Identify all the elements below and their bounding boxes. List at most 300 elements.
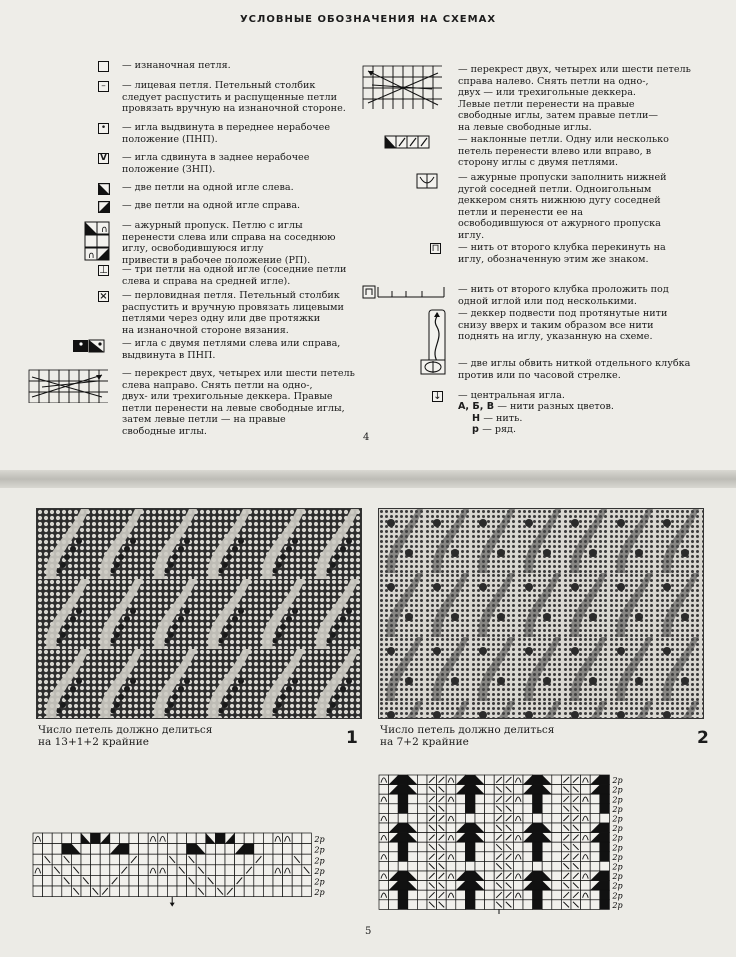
chart-cell [302,886,312,897]
chart-cell [81,844,91,855]
legend-text: — игла с двумя петлями слева или справа, выдвинута в ПНП. [122,338,341,361]
legend-text: — две петли на одной игле справа. [122,200,301,211]
chart-cell [446,842,456,852]
row-label: 2р [612,891,623,901]
chart-cell [148,854,158,865]
chart-cell [475,842,485,852]
chart-cell [590,842,600,852]
chart-cell [129,886,139,897]
chart-cell [456,804,466,814]
chart-cell-filled [398,775,408,785]
chart-cell [485,775,495,785]
chart-cell-filled [465,804,475,814]
chart-cell [533,813,543,823]
chart-cell [283,875,293,886]
chart-cell-filled [398,852,408,862]
half-black-left-icon [98,183,110,199]
chart-cell [513,804,523,814]
chart-cell [235,886,245,897]
chart-cell [542,852,552,862]
caption-line: Число петель должно делиться [38,724,213,736]
chart-cell [513,823,523,833]
fill-gap-icon [416,173,438,193]
chart-cell [225,875,235,886]
chart-cell [417,852,427,862]
chart-cell [379,871,389,881]
chart-cell [302,854,312,865]
chart-cell [379,842,389,852]
row-label: 2р [314,835,325,845]
chart-cell [148,886,158,897]
chart-cell [158,865,168,876]
chart-cell [513,785,523,795]
chart-cell [542,813,552,823]
chart-cell [43,886,53,897]
knit-photo-1 [36,508,362,719]
row-label: 2р [612,843,623,853]
chart-cell [475,813,485,823]
abbreviation-row [458,424,614,436]
chart-cell-filled [398,900,408,910]
chart-cell [456,813,466,823]
slanted-stitches-icon [384,135,432,153]
chart-cell [71,854,81,865]
chart-cell [417,881,427,891]
row-label: 2р [314,856,325,866]
chart-cell [273,875,283,886]
legend-text: — игла сдвинута в заднее нерабочее положение (ЗНП). [122,152,310,175]
chart-cell [167,865,177,876]
chart-cell [33,854,43,865]
chart-cell [485,813,495,823]
abbreviation-key: Н [472,412,484,424]
chart-cell [177,854,187,865]
chart-cell [52,875,62,886]
row-label: 2р [314,866,325,876]
abbreviation-text: — нити разных цветов. [497,401,614,412]
legend-text: — перекрест двух, четырех или шести петель справа налево. Снять петли на одно-, двух — или трехигольные деккера. Левые петли перенести на правые свободные иглы, затем правые петли— на левые свободные иглы. [458,64,691,133]
chart-cell [485,842,495,852]
chart-cell-filled [533,842,543,852]
chart-cell [254,875,264,886]
chart-cell [533,861,543,871]
chart-cell [523,861,533,871]
chart-cell-filled [600,900,610,910]
chart-cell [206,854,216,865]
row-label: 2р [612,900,623,910]
chart-cell [581,813,591,823]
wrap-needles-icon [420,359,446,379]
chart-cell [456,842,466,852]
chart-cell-filled [465,823,475,833]
chart-cell [302,844,312,855]
chart-cell [148,844,158,855]
chart-cell [475,900,485,910]
row-label: 2р [612,881,623,891]
chart-cell [292,844,302,855]
chart-cell [33,833,43,844]
abbreviation-row [458,401,614,413]
chart-cell [446,852,456,862]
chart-cell-filled [533,881,543,891]
row-label: 2р [612,852,623,862]
chart-cell-filled [398,785,408,795]
chart-cell [263,854,273,865]
chart-cell [523,900,533,910]
chart-cell [485,833,495,843]
chart-cell [71,875,81,886]
chart-cell [81,865,91,876]
chart-cell [446,804,456,814]
caption-line: на 13+1+2 крайние [38,736,150,748]
chart-cell [215,844,225,855]
chart-cell [302,875,312,886]
chart-cell [62,865,72,876]
chart-cell [119,875,129,886]
page-title: УСЛОВНЫЕ ОБОЗНАЧЕНИЯ НА СХЕМАХ [239,14,497,25]
chart-cell [139,844,149,855]
chart-cell [542,900,552,910]
legend-text: — перекрест двух, четырех или шести петель слева направо. Снять петли на одно-, двух- или трехигольные деккера. Правые петли перенести на левые свободные иглы, затем левые петли — на правые свободные иглы. [122,368,355,437]
legend-text: — перловидная петля. Петельный столбик распустить и вручную провязать лицевыми петлями через одну или две протяжки на изнаночной стороне вязания. [122,290,344,336]
chart-cell-filled [398,794,408,804]
chart-cell [119,886,129,897]
chart-cell [552,785,562,795]
chart-cell [513,881,523,891]
chart-cell [52,833,62,844]
row-label: 2р [314,845,325,855]
chart-cell [379,823,389,833]
chart-cell-filled [600,794,610,804]
svg-text:∩: ∩ [101,225,108,235]
chart-cell-filled [465,881,475,891]
chart-cell [33,865,43,876]
chart-cell [283,854,293,865]
chart-cell [552,861,562,871]
chart-cell [389,861,399,871]
chart-cell [206,844,216,855]
chart-cell [273,844,283,855]
chart-cell [119,833,129,844]
chart-cell [408,900,418,910]
chart-cell [465,813,475,823]
chart-cell [263,886,273,897]
chart-cell [43,865,53,876]
chart-cell [215,854,225,865]
chart-cell [456,794,466,804]
chart-cell [292,886,302,897]
chart-cell [389,890,399,900]
chart-cell-filled [398,842,408,852]
chart-cell [206,886,216,897]
chart-cell [408,804,418,814]
chart-cell-filled [600,804,610,814]
chart-cell [167,833,177,844]
chart-cell [581,833,591,843]
chart-cell [446,881,456,891]
chart-cell [513,833,523,843]
chart-cell-filled [465,775,475,785]
chart-cell [552,900,562,910]
legend-text: — две иглы обвить ниткой отдельного клубка против или по часовой стрелке. [458,358,691,381]
chart-cell [523,794,533,804]
chart-cell [408,890,418,900]
chart-cell [552,823,562,833]
chart-cell [446,775,456,785]
chart-cell [148,865,158,876]
chart-cell [187,865,197,876]
chart-cell [417,871,427,881]
chart-cell [542,890,552,900]
chart-cell [590,861,600,871]
two-stitches-icon [72,339,106,357]
chart-cell-filled [533,823,543,833]
chart-cell [552,842,562,852]
chart-cell [446,871,456,881]
lace-pattern-image [379,509,703,718]
row-label: 2р [612,814,623,824]
legend-text: — ажурный пропуск. Петлю с иглы перенести слева или справа на соседнюю иглу, освободившуюся иглу привести в рабочее положение (РП). [122,220,336,266]
chart-cell [475,794,485,804]
legend-text: — нить от второго клубка перекинуть на иглу, обозначенную этим же знаком. [458,242,666,265]
legend-text: — две петли на одной игле слева. [122,182,294,193]
chart-cell [389,852,399,862]
chart-cell [129,844,139,855]
chart-cell [139,833,149,844]
row-label: 2р [612,795,623,805]
chart-cell-filled [244,844,254,855]
row-label: 2р [612,833,623,843]
chart-cell [33,886,43,897]
chart-cell [292,865,302,876]
knit-photo-2 [378,508,704,719]
legend-text: — деккер подвести под протянутые нити снизу вверх и таким образом все нити поднять на иглу, указанную на схеме. [458,308,668,343]
chart-cell-filled [533,775,543,785]
legend-text: — нить от второго клубка проложить под одной иглой или под несколькими. [458,284,669,307]
chart-cell [552,804,562,814]
chart-cell [417,775,427,785]
chart-cell-filled [398,871,408,881]
chart-cell-filled [533,900,543,910]
chart-cell [389,804,399,814]
chart-cell [71,833,81,844]
chart-cell [302,833,312,844]
legend-text: — три петли на одной игле (соседние петли слева и справа на средней игле). [122,264,347,287]
chart-cell [263,875,273,886]
chart-cell [475,804,485,814]
abbreviation-text: — нить. [483,412,523,424]
pattern-2-caption [380,724,554,748]
chart-cell [225,854,235,865]
chart-cell [177,833,187,844]
chart-cell [254,886,264,897]
chart-cell [196,854,206,865]
chart-cell [379,890,389,900]
chart-cell [158,854,168,865]
chart-cell [273,865,283,876]
chart-cell [129,865,139,876]
row-label: 2р [612,785,623,795]
chart-cell [485,881,495,891]
chart-cell-filled [600,871,610,881]
chart-cell [513,842,523,852]
chart-cell [600,861,610,871]
chart-cell-filled [465,785,475,795]
chart-cell [456,900,466,910]
chart-cell [196,875,206,886]
chart-cell [158,875,168,886]
chart-cell [110,865,120,876]
chart-cell [417,804,427,814]
chart-cell [158,833,168,844]
chart-cell [379,833,389,843]
chart-cell-filled [465,833,475,843]
chart-cell [148,875,158,886]
chart-cell-filled [91,833,101,844]
cross-right-left-icon [362,65,442,113]
chart-cell [91,844,101,855]
chart-cell [600,813,610,823]
legend-text: — игла выдвинута в переднее нерабочее положение (ПНП). [122,122,331,145]
chart-cell [225,844,235,855]
chart-cell [456,890,466,900]
chart-cell [590,852,600,862]
chart-cell-filled [187,844,197,855]
chart-cell [100,875,110,886]
chart-cell-filled [600,785,610,795]
caption-line: Число петель должно делиться [380,724,555,736]
pattern-1-number: 1 [346,728,358,748]
chart-cell [485,794,495,804]
chart-cell [379,813,389,823]
chart-cell [446,794,456,804]
chart-cell-filled [533,833,543,843]
chart-cell [235,833,245,844]
chart-cell [100,854,110,865]
legend-abbreviations [458,401,614,436]
chart-cell [62,886,72,897]
chart-cell [408,861,418,871]
chart-cell [139,886,149,897]
chart-cell [581,823,591,833]
chart-cell [552,813,562,823]
chart-cell [552,890,562,900]
chart-cell [485,861,495,871]
chart-cell [417,900,427,910]
chart-cell [542,842,552,852]
chart-cell [244,886,254,897]
chart-cell [43,833,53,844]
chart-cell [523,804,533,814]
chart-cell [379,861,389,871]
chart-cell-filled [398,804,408,814]
chart-cell [513,852,523,862]
chart-cell [513,813,523,823]
chart-cell [292,875,302,886]
pattern-1-caption [38,724,212,748]
chart-cell [379,852,389,862]
chart-cell [417,861,427,871]
page-gutter [0,470,736,488]
page-number-bottom: 5 [365,926,372,937]
chart-cell [167,886,177,897]
chart-cell-filled [465,842,475,852]
chart-cell [552,794,562,804]
chart-cell [581,871,591,881]
chart-cell [542,861,552,871]
chart-cell-filled [600,775,610,785]
chart-cell [581,794,591,804]
chart-cell [389,813,399,823]
chart-cell [581,881,591,891]
chart-cell-filled [600,852,610,862]
chart-cell [119,854,129,865]
chart-cell [263,865,273,876]
chart-cell [206,865,216,876]
chart-cell [513,775,523,785]
abbreviation-key: р [472,424,483,435]
chart-cell-filled [465,794,475,804]
cross-left-right-icon [28,369,108,407]
chart-cell [581,775,591,785]
chart-cell-filled [398,833,408,843]
chart-cell [417,823,427,833]
chart-cell-filled [398,881,408,891]
chart-cell [235,865,245,876]
chart-cell [273,833,283,844]
thread-under-icon [362,285,446,303]
central-needle-arrowhead [170,903,175,907]
chart-cell-filled [398,890,408,900]
chart-cell [225,865,235,876]
knitting-chart-1 [32,832,332,914]
chart-cell [475,861,485,871]
chart-cell [485,852,495,862]
chart-cell [590,890,600,900]
chart-cell [273,886,283,897]
chart-cell [292,833,302,844]
chart-cell [263,844,273,855]
chart-cell [244,854,254,865]
row-label: 2р [314,888,325,898]
abbreviation-text: — ряд. [482,424,517,435]
chart-cell [417,813,427,823]
chart-cell [417,785,427,795]
chart-cell [187,833,197,844]
chart-cell [485,823,495,833]
chart-cell [523,813,533,823]
chart-cell [389,900,399,910]
chart-cell [408,852,418,862]
chart-cell-filled [533,852,543,862]
chart-cell [456,861,466,871]
chart-cell [581,804,591,814]
chart-cell [283,886,293,897]
legend-text: — ажурные пропуски заполнить нижней дугой соседней петли. Одноигольным деккером снять нижнюю дугу соседней петли и перенести ее на освободившуюся от ажурного пропуска иглу. [458,172,667,241]
legend-left: — изнаночная петля. – — лицевая петля. Петельный столбик следует распустить и распущенные петли провязать вручную на изнаночной стороне. • — игла выдвинута в переднее нерабочее положение (ПНП). V — игла сдвинута в заднее нерабочее положение (ЗНП). — две петли на одной игле слева. — две петли на одной игле справа. ∩ ∩ — ажурный пропуск. Петлю с иглы перенести слева или справа на соседнюю иглу, освободившуюся иглу привести в рабочее положение (РП). ⊥ — три петли на одной игле (соседние петли слева и справа на средней игле). × — перловидная петля. Петельный столбик распустить и вручную провязать лицевыми петлями через одну или две протяжки на изнаночной стороне вязания. — игла с двумя петлями слева или справа, выдвинута в ПНП. — перекрест двух, четырех или шести петель слева направо. Снять петли на одно-, двух- или трехигольные деккера. Правые петли перенести на левые свободные иглы, затем левые петли — на правые свободные иглы. [28,58,358,438]
legend-right: — перекрест двух, четырех или шести петель справа налево. Снять петли на одно-, двух — или трехигольные деккера. Левые петли перенести на правые свободные иглы, затем правые петли— на левые свободные иглы. — наклонные петли. Одну или несколько петель перенести влево или вправо, в сторону иглы с двумя петлями. — ажурные пропуски заполнить нижней дугой соседней петли. Одноигольным деккером снять нижнюю дугу соседней петли и перенести ее на освободившуюся от ажурного пропуска иглу. ⊓ — нить от второго клубка перекинуть на иглу, обозначенную этим же знаком. — нить от второго клубка проложить под одной иглой или под несколькими. — деккер подвести под протянутые нити снизу вверх и таким образом все нити поднять на иглу, указанную на схеме. — две иглы обвить ниткой отдельного клубка против или по часовой стрелке. ↓ — центральная игла. [362,62,722,442]
chart-cell [485,785,495,795]
chart-cell [283,844,293,855]
chart-cell [417,794,427,804]
chart-cell [254,833,264,844]
chart-cell [552,881,562,891]
chart-cell [254,865,264,876]
openwork-icon [84,221,110,265]
chart-cell [196,833,206,844]
chart-cell [552,871,562,881]
chart-cell [33,875,43,886]
